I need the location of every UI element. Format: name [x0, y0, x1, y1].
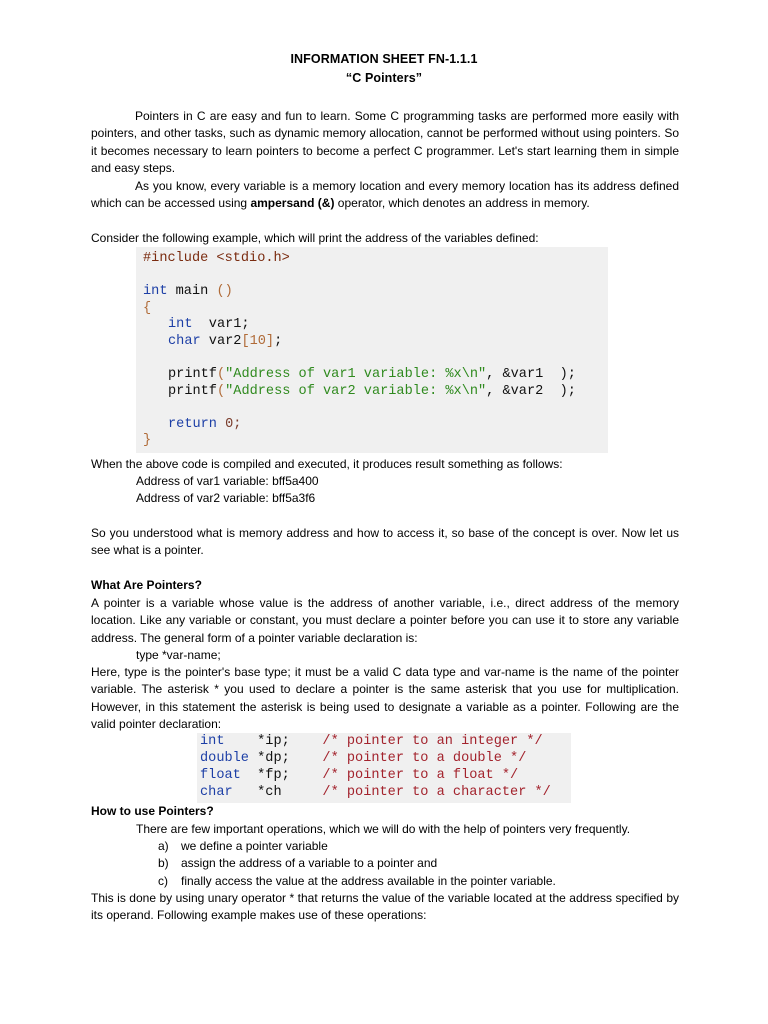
code-decl2-line	[168, 334, 282, 351]
decl-gap	[290, 751, 323, 766]
output-intro: When the above code is compiled and executed, it produces result something as follows:	[91, 457, 563, 471]
intro-p2-text-end: operator, which denotes an address in memory.	[334, 196, 590, 211]
list-item: assign the address of a variable to a pointer and	[181, 856, 438, 870]
code-example-block	[136, 247, 608, 453]
decl-var: *fp;	[257, 768, 290, 783]
code-main-parens: ()	[216, 284, 233, 299]
include-directive: #include <stdio.h>	[143, 251, 290, 266]
code-close-brace	[143, 433, 151, 450]
section-heading-what-are-pointers: What Are Pointers?	[91, 578, 202, 592]
declaration-line	[200, 785, 551, 802]
example-intro: Consider the following example, which will print the address of the variables defined:	[91, 231, 539, 245]
pointer-explanation-paragraph: Here, type is the pointer's base type; it must be a valid C data type and var-name is the name of the pointer variable. The asterisk * you used to declare a pointer is the same asterisk that you use for multiplication. However, in this statement the asterisk is being used to designate a variable as a pointer. Following are the valid pointer declaration:	[91, 665, 679, 732]
code-main-line	[143, 284, 233, 301]
code-open-paren: (	[216, 367, 226, 382]
code-decl2-name: var2	[200, 334, 242, 349]
code-open-brace	[143, 301, 151, 318]
operations-outro-paragraph: This is done by using unary operator * that returns the value of the variable located at the address specified by its operand. Following example makes use of these operations:	[91, 891, 679, 923]
list-item: we define a pointer variable	[181, 839, 328, 853]
decl-var: *ip;	[257, 734, 290, 749]
decl-type: char	[200, 785, 233, 800]
decl-comment: /* pointer to a float */	[322, 768, 519, 783]
code-keyword: return	[168, 417, 217, 432]
code-printf-fn: printf	[168, 384, 217, 399]
code-return-value: 0;	[216, 417, 242, 432]
code-printf-fn: printf	[168, 367, 217, 382]
code-printf1-string: "Address of var1 variable: %x\n"	[225, 367, 487, 382]
transition-paragraph: So you understood what is memory address and how to access it, so base of the concept is over. Now let us see what is a pointer.	[91, 526, 679, 558]
decl-type: float	[200, 768, 241, 783]
decl-gap	[282, 785, 323, 800]
decl-comment: /* pointer to a character */	[322, 785, 551, 800]
output-line-1: Address of var1 variable: bff5a400	[136, 474, 319, 488]
code-open-paren: (	[216, 384, 226, 399]
intro-paragraph-2	[91, 178, 679, 213]
decl-pad	[249, 751, 257, 766]
list-marker: b)	[158, 856, 169, 870]
decl-pad	[241, 768, 257, 783]
intro-paragraph-1: Pointers in C are easy and fun to learn. Some C programming tasks are performed more easily with pointers, and other tasks, such as dynamic memory allocation, cannot be performed without using pointers. So it becomes necessary to learn pointers to become a perfect C programmer. Let's start learning them in simple and easy steps.	[91, 109, 679, 176]
list-marker: c)	[158, 874, 168, 888]
section-heading-how-to-use: How to use Pointers?	[91, 804, 214, 818]
code-keyword: char	[168, 334, 201, 349]
code-keyword: int	[143, 284, 168, 299]
code-return-line	[168, 417, 241, 434]
code-keyword: int	[168, 317, 193, 332]
code-include-line	[143, 251, 290, 268]
code-printf2-string: "Address of var2 variable: %x\n"	[225, 384, 487, 399]
output-line-2: Address of var2 variable: bff5a3f6	[136, 491, 316, 505]
decl-pad	[224, 734, 257, 749]
intro-p2-text: As you know, every variable is a memory location and every memory location has its address defined which can be accessed using	[91, 179, 679, 211]
decl-comment: /* pointer to a double */	[322, 751, 527, 766]
code-printf1-rest: , &var1 );	[486, 367, 576, 382]
page-subtitle: “C Pointers”	[345, 71, 423, 85]
decl-comment: /* pointer to an integer */	[322, 734, 543, 749]
ampersand-term: ampersand (&)	[250, 196, 335, 211]
decl-var: *ch	[257, 785, 282, 800]
decl-type: int	[200, 734, 225, 749]
code-printf1-line	[168, 367, 576, 384]
code-main-name: main	[167, 284, 217, 299]
declaration-line	[200, 768, 518, 785]
code-decl2-end: ;	[274, 334, 283, 349]
code-printf2-line	[168, 384, 576, 401]
declaration-line	[200, 751, 526, 768]
operations-intro: There are few important operations, which we will do with the help of pointers very frequently.	[136, 822, 631, 836]
decl-type: double	[200, 751, 249, 766]
decl-var: *dp;	[257, 751, 290, 766]
code-printf2-rest: , &var2 );	[486, 384, 576, 399]
list-marker: a)	[158, 839, 169, 853]
list-item: finally access the value at the address available in the pointer variable.	[181, 874, 556, 888]
code-decl2-size: [10]	[241, 334, 275, 349]
pointer-syntax: type *var-name;	[136, 648, 221, 662]
page-title: INFORMATION SHEET FN-1.1.1	[290, 52, 478, 66]
decl-gap	[290, 768, 323, 783]
code-brace: {	[143, 301, 152, 316]
pointer-definition-paragraph: A pointer is a variable whose value is the address of another variable, i.e., direct address of the memory location. Like any variable or constant, you must declare a pointer before you can use it to store any variable address. The general form of a pointer variable declaration is:	[91, 596, 679, 645]
decl-pad	[233, 785, 257, 800]
pointer-declarations-block	[197, 733, 571, 803]
code-decl1-rest: var1;	[192, 317, 250, 332]
declaration-line	[200, 734, 543, 751]
code-brace: }	[143, 433, 152, 448]
code-decl1-line	[168, 317, 250, 334]
decl-gap	[290, 734, 323, 749]
